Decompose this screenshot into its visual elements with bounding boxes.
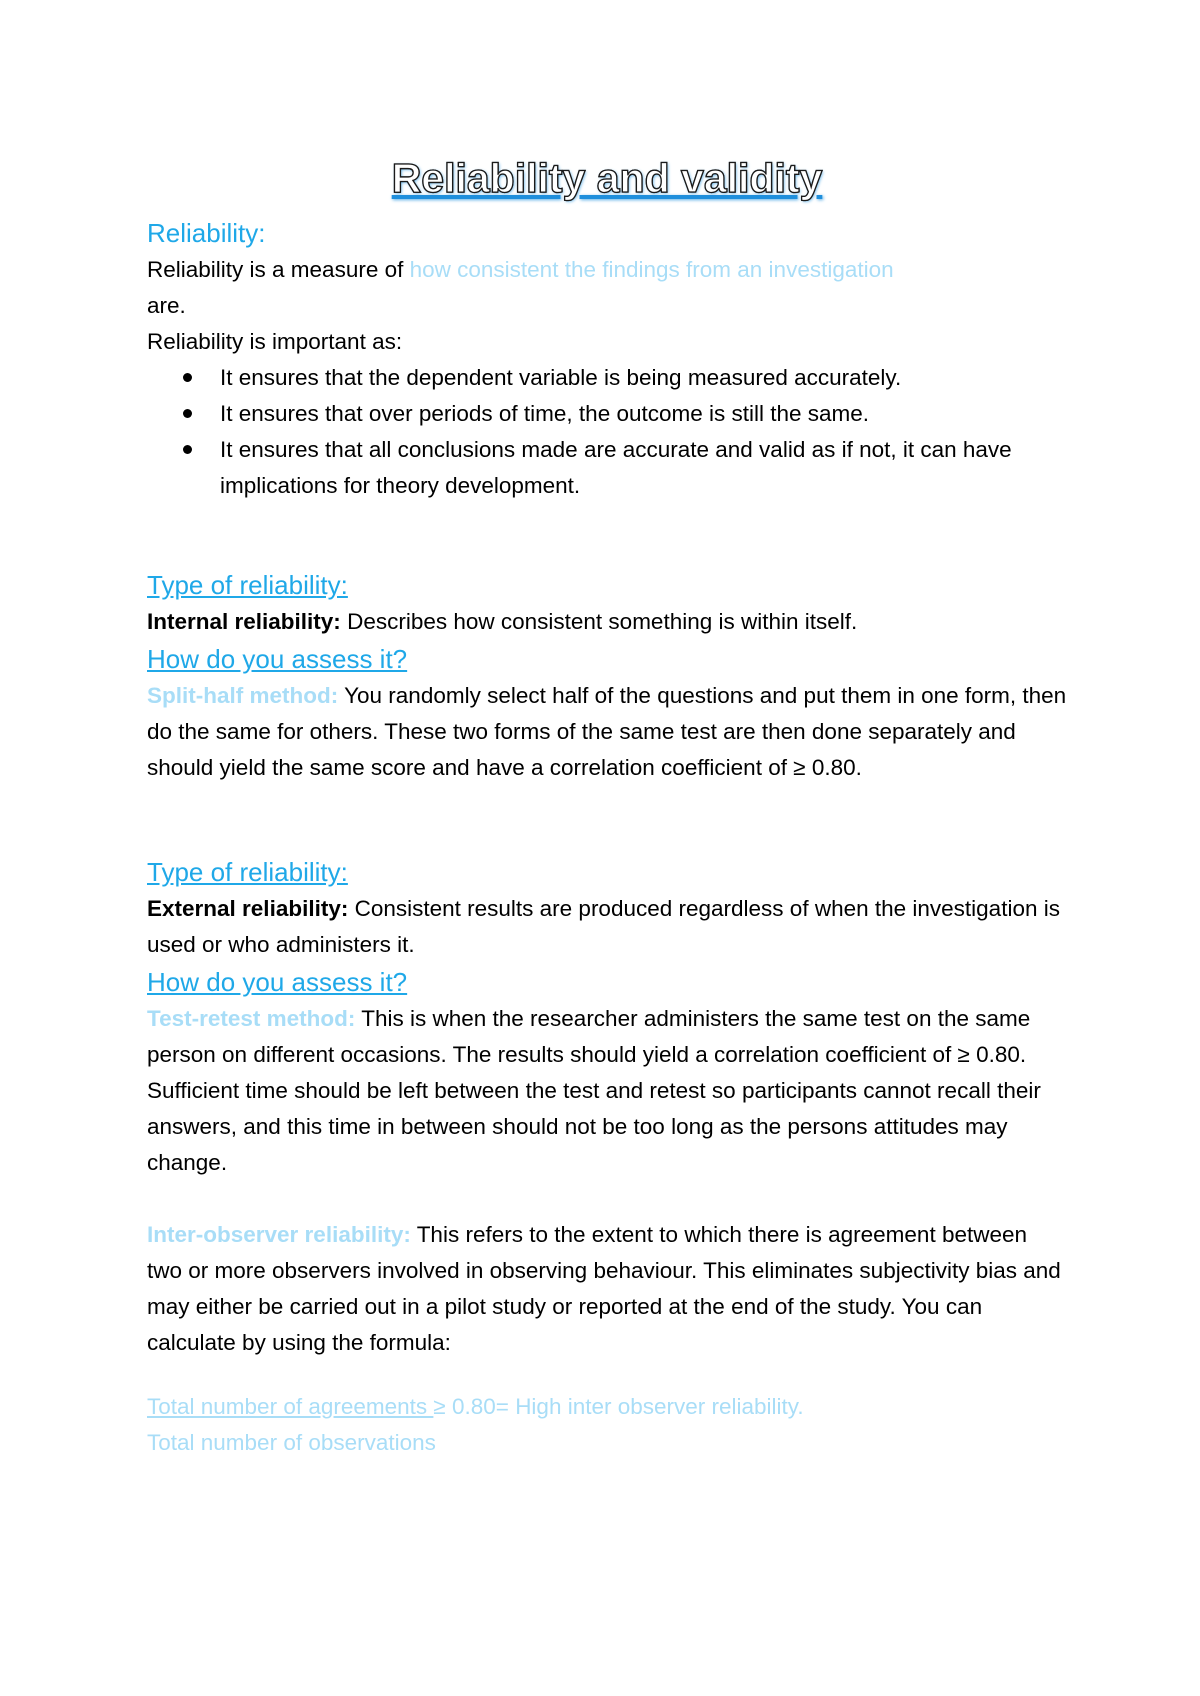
formula-result: ≥ 0.80= High inter observer reliability. — [433, 1394, 804, 1419]
definition-text: Reliability is a measure of — [147, 257, 410, 282]
assess-heading: How do you assess it? — [147, 967, 408, 997]
internal-reliability-section — [147, 566, 1067, 786]
reliability-definition — [147, 252, 1067, 324]
method-desc: This is when the researcher administers the same test on the same person on different occasions. The results should yield a correlation coefficient of ≥ 0.80. Sufficient time should be left between the test and retest so participants cannot recall their answers, and this time in between should not be too long as the persons attitudes may change. — [147, 1006, 1041, 1175]
list-item — [147, 432, 1067, 504]
page-title: Reliability and validity — [391, 155, 823, 201]
list-item — [147, 360, 1067, 396]
test-retest-description — [147, 1001, 1067, 1181]
formula — [147, 1389, 1067, 1461]
internal-definition — [147, 604, 1067, 640]
term-label: Inter-observer reliability: — [147, 1222, 411, 1247]
importance-intro: Reliability is important as: — [147, 329, 403, 354]
bullet-icon — [183, 409, 192, 418]
term-desc: Describes how consistent something is within itself. — [340, 609, 858, 634]
formula-numerator: Total number of agreements — [147, 1394, 434, 1419]
term-label: Internal reliability: — [147, 609, 341, 634]
list-item — [147, 396, 1067, 432]
list-item-text: It ensures that over periods of time, the outcome is still the same. — [220, 401, 870, 426]
bullet-icon — [183, 373, 192, 382]
method-desc: You randomly select half of the questions and put them in one form, then do the same for others. These two forms of the same test are then done separately and should yield the same score and have a correlation coefficient of ≥ 0.80. — [147, 683, 1067, 780]
reliability-heading: Reliability: — [147, 218, 266, 248]
importance-list — [147, 360, 1067, 504]
external-reliability-section — [147, 853, 1067, 1181]
list-item-text: It ensures that the dependent variable is being measured accurately. — [220, 365, 902, 390]
formula-denominator: Total number of observations — [147, 1430, 436, 1455]
term-desc: Consistent results are produced regardless of when the investigation is used or who administers it. — [147, 896, 1060, 957]
assess-heading: How do you assess it? — [147, 644, 408, 674]
method-label: Test-retest method: — [147, 1006, 356, 1031]
inter-observer-paragraph — [147, 1217, 1067, 1361]
definition-highlight: how consistent the findings from an investigation — [409, 257, 894, 282]
reliability-section — [147, 214, 1067, 504]
term-label: External reliability: — [147, 896, 349, 921]
split-half-description — [147, 678, 1067, 786]
inter-observer-section — [147, 1217, 1067, 1361]
definition-end: are. — [147, 293, 186, 318]
bullet-icon — [183, 445, 192, 454]
formula-line — [147, 1389, 1067, 1425]
list-item-text: It ensures that all conclusions made are accurate and valid as if not, it can have implications for theory development. — [220, 437, 1012, 498]
type-heading: Type of reliability: — [147, 570, 348, 600]
method-label: Split-half method: — [147, 683, 339, 708]
term-desc: This refers to the extent to which there is agreement between two or more observers involved in observing behaviour. This eliminates subjectivity bias and may either be carried out in a pilot study or reported at the end of the study. You can calculate by using the formula: — [147, 1222, 1061, 1355]
external-definition — [147, 891, 1067, 963]
type-heading: Type of reliability: — [147, 857, 348, 887]
